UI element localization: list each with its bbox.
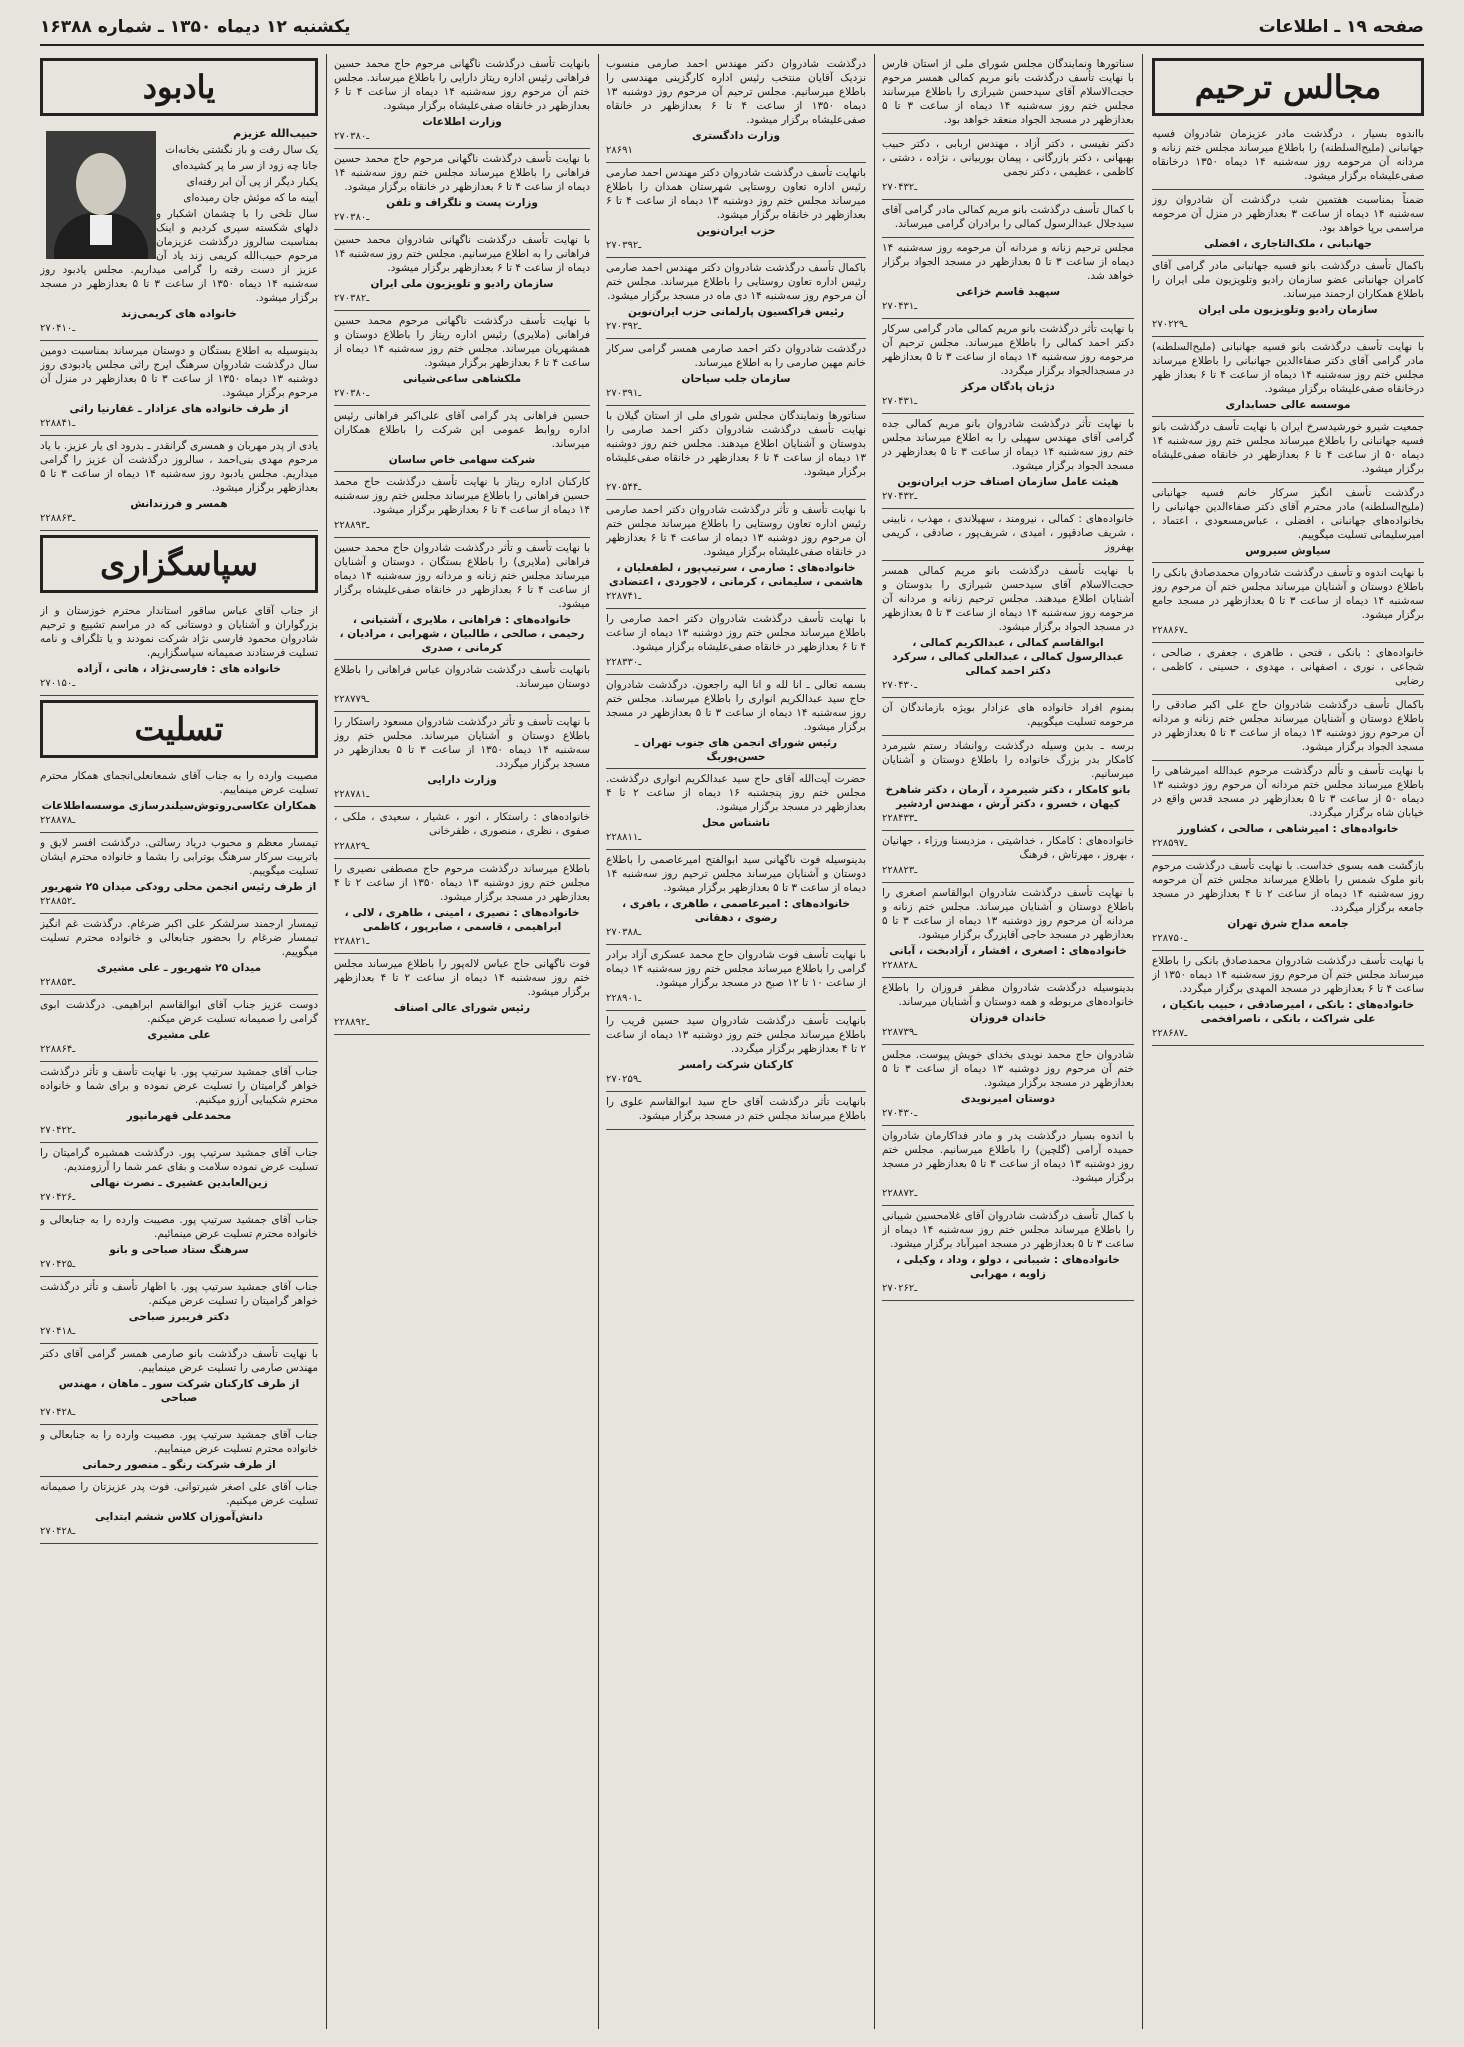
notice-text: درگذشت تأسف انگیز سرکار خانم فسیه جهانبانی (ملیح‌السلطنه) مادر محترم آقای دکتر صفاءالدین جهانبانی را بخانواده‌های جهانبانی ، افضلی ، عباس‌مسعودی ، اعتماد ، امیرسلیمانی تسلیت میگوییم. [1152,487,1424,541]
notice-text: جناب آقای جمشید سرتیپ پور. مصیبت وارده را به جنابعالی و خانواده محترم تسلیت عرض مینماییم. [40,1429,318,1455]
notice-text: شادروان حاج محمد نویدی بخدای خویش پیوست. مجلس ختم آن مرحوم روز دوشنبه ۱۳ دیماه از ساعت ۳ تا ۵ بعدازظهر در مسجد برگزار میشود. [882,1049,1134,1089]
notice-item [1152,483,1424,563]
notice-signature: از طرف کارکنان شرکت سور ـ ماهان ، مهندس صباحی [58,1378,300,1404]
notice-text: با نهایت اندوه و تأسف درگذشت شادروان محمدصادق بانکی را باطلاع دوستان و آشنایان میرساند مجلس ختم آن مرحوم روز سه‌شنبه ۱۴ دیماه از ساعت ۳ تا ۵ بعدازظهر در مسجد جامع برگزار میشود. [1152,567,1424,621]
notice-signature: سازمان رادیو و تلویزیون ملی ایران [370,278,554,290]
notice-text: با نهایت تأسف درگذشت بانو فسیه جهانبانی (ملیح‌السلطنه) مادر گرامی آقای دکتر صفاءالدین جهانبانی را باطلاع میرساند مجلس ختم روز سه‌شنبه ۱۴ دیماه از ساعت ۴ تا ۶ بعداز ظهر درخانقاه صفی‌علیشاه برگزار میشود. [1152,341,1424,395]
notice-text: باطلاع میرساند درگذشت مرحوم حاج مصطفی نصیری را مجلس ختم روز دوشنبه ۱۳ دیماه ۱۳۵۰ از ساعت ۲ تا ۴ بعدازظهر در مسجد برگزار میشود. [334,863,590,903]
ad-code: ۲ـ۷۰۳۸۸ [606,927,642,938]
notice-item [882,200,1134,238]
notice-signature: ناشناس محل [701,817,771,829]
notice-item [882,831,1134,883]
notice-text: دکتر نفیسی ، دکتر آزاد ، مهندس اربابی ، دکتر حبیب بهبهانی ، دکتر بازرگانی ، پیمان بوربیانی ، نژاده ، دشتی ، کاظمی ، عظیمی ، دکتر نجمی [882,138,1134,178]
notice-signature: دوستان امیرنویدی [960,1093,1056,1105]
notice-signature: موسسه عالی حسابداری [1225,399,1351,411]
notice-item [1152,256,1424,337]
ad-code: ۲ـ۲۸۸۶۴ [40,1044,76,1055]
notice-text: جناب آقای جمشید سرتیپ پور. درگذشت همشیره گرامیتان را تسلیت عرض نموده سلامت و بقای عمر شما را آرزومندیم. [40,1147,318,1173]
yadbud-name: حبیب‌الله عزیزم [233,127,318,140]
notice-text: با نهایت تأسف و تأثر درگذشت شادروان مسعود راستکار را باطلاع دوستان و آشنایان میرساند. مجلس ختم روز سه‌شنبه ۱۴ دیماه ۱۳۵۰ از ساعت ۳ تا ۵ بعدازظهر در مسجد برگزار میگردد. [334,716,590,770]
notice-text: از جناب آقای عباس ساقور استاندار محترم خوزستان و از بزرگواران و آشنایان و دوستانی که در مراسم تشییع و ترحیم شادروان محمود فارسی نژاد شرکت نمودند و یا تلگراف و نامه تسلیت فرستادند صمیمانه سپاسگزاریم. [40,605,318,659]
notice-text: با نهایت تأسف درگذشت ناگهانی مرحوم محمد حسین فراهانی (ملایری) رئیس اداره ریتاز را باطلاع دوستان و همشهریان میرساند. مجلس ختم روز سه‌شنبه ۱۴ دیماه از ساعت ۴ تا ۶ بعدازظهر برگزار میشود. [334,315,590,369]
notice-item [606,1011,866,1092]
notice-item [40,833,318,914]
notice-text: مجلس ترحیم زنانه و مردانه آن مرحومه روز سه‌شنبه ۱۴ دیماه از ساعت ۳ تا ۵ بعدازظهر در مسجد الجواد برگزار خواهد شد. [882,242,1134,282]
ad-code: ۲ـ۲۸۷۸۱ [334,789,370,800]
column-5 [40,54,318,2029]
notice-text: بدینوسیله درگذشت شادروان مظفر فروزان را باطلاع خانواده‌های مربوطه و همه دوستان و آشنایان میرساند. [882,982,1134,1008]
notice-text: با نهایت تأسف درگذشت شادروان ابوالقاسم اصغری را باطلاع دوستان و آشنایان میرساند. مجلس ختم زنانه و مردانه آن مرحوم روز دوشنبه ۱۳ دیماه از ساعت ۳ تا ۵ بعدازظهر در مسجد حاجی آقاپزرگ برگزار میشود. [882,887,1134,941]
notice-text: با نهایت تأثر درگذشت شادروان بانو مریم کمالی جده گرامی آقای مهندس سهیلی را به اطلاع میرساند مجلس ختم روز سه‌شنبه ۱۴ دیماه از ساعت ۳ تا ۵ بعدازظهر در مسجد الجواد برگزار میشود. [882,418,1134,472]
notice-text: برسه ـ بدین وسیله درگذشت روانشاد رستم شیرمرد کامکار بدر بزرگ خانواده را باطلاع دوستان و آشنایان میرسانیم. [882,740,1134,780]
notice-item [334,859,590,954]
notice-signature: خانواده‌های : امیرشاهی ، صالحی ، کشاورز [1177,823,1399,835]
notice-item [40,914,318,995]
section-heading-majales: مجالس ترحیم [1152,58,1424,116]
ad-code: ۲ـ۷۰۲۶۲ [882,1283,918,1294]
notice-item [40,1344,318,1425]
notice-item [334,660,590,712]
section-heading-yadbud: یادبود [40,58,318,116]
notice-text: با کمال تأسف درگذشت بانو مریم کمالی مادر گرامی آقای سیدجلال عبدالرسول کمالی را برادران گرامی میرساند. [882,204,1134,230]
ad-code: ۲ـ۷۰۴۲۸ [40,1526,76,1537]
yadbud-text: سال تلخی را با چشمان اشکبار و دلهای شکسته سپری کردیم و اینک بمناسبت سالروز درگذشت عزیزمان مرحوم حبیب‌الله کریمی زند یاد آن عزیز از دست رفته را گرامی میداریم. مجلس یادبود روز سه‌شنبه ۱۴ دیماه ۱۳۵۰ از ساعت ۳ تا ۵ بعدازظهر در مسجد برگزار میشود. [40,208,318,304]
notice-text: بانهایت تأسف درگذشت شادروان سید حسین قریب را باطلاع میرساند مجلس ختم روز دوشنبه ۱۳ دیماه از ساعت ۲ تا ۴ بعدازظهر برگزار میگردد. [606,1015,866,1055]
notice-item [606,850,866,945]
notice-text: بدینوسیله فوت ناگهانی سید ابوالفتح امیرعاصمی را باطلاع دوستان و آشنایان میرساند مجلس ترحیم روز سه‌شنبه ۱۴ دیماه از ساعت ۳ تا ۵ بعدازظهر برگزار میشود. [606,854,866,894]
notice-item [882,509,1134,561]
ad-code: ۲ـ۷۰۴۲۶ [40,1192,76,1203]
notice-item [606,258,866,339]
notice-item [1152,190,1424,256]
notice-item [40,1143,318,1210]
notice-text: حضرت آیت‌الله آقای حاج سید عبدالکریم انواری درگذشت. مجلس ختم روز پنجشنبه ۱۶ دیماه از ساعت ۲ تا ۴ بعدازظهر در مسجد برگزار میشود. [606,773,866,813]
notice-item [606,54,866,163]
ad-code: ۲ـ۷۰۴۱۰ [40,323,76,334]
notice-item [882,134,1134,200]
notice-item [1152,951,1424,1046]
notice-item [882,698,1134,736]
notice-text: با نهایت تأسف درگذشت ناگهانی مرحوم حاج محمد حسین فراهانی را باطلاع میرساند مجلس ختم روز سه‌شنبه ۱۴ دیماه از ساعت ۴ تا ۶ بعدازظهر در خانقاه برگزار میشود. [334,153,590,193]
notice-item [882,1126,1134,1206]
notice-text: بانهایت تأسف درگذشت ناگهانی مرحوم حاج محمد حسین فراهانی رئیس اداره ریتاز دارایی را باطلاع میرساند. مجلس ختم آن مرحوم روز سه‌شنبه ۱۴ دیماه از ساعت ۴ تا ۶ بعدازظهر در خانقاه صفی‌علیشاه برگزار میشود. [334,58,590,112]
notice-item [882,1206,1134,1301]
notice-text: جناب آقای علی اصغر شیرتوانی. فوت پدر عزیزتان را صمیمانه تسلیت عرض میکنیم. [40,1481,318,1507]
notice-item [334,311,590,406]
notice-text: تیمسار ارجمند سرلشکر علی اکبر ضرغام. درگذشت غم انگیز تیمسار ضرغام را بحضور جنابعالی و خانواده محترم تسلیت میگوییم. [40,918,318,958]
ad-code: ۲ـ۲۸۸۷۲ [882,1188,918,1199]
ad-code: ۲ـ۲۸۹۰۱ [606,993,642,1004]
ad-code: ۲ـ۷۰۳۹۲ [606,240,642,251]
notice-text: حسین فراهانی پدر گرامی آقای علی‌اکبر فراهانی رئیس اداره روابط عمومی این شرکت را باطلاع همکاران میرساند. [334,410,590,450]
ad-code: ۲ـ۲۸۸۲۳ [882,865,918,876]
notice-item [334,406,590,472]
ad-code: ۲ـ۷۰۳۸۲ [334,293,370,304]
notice-text: با نهایت تأسف درگذشت بانو صارمی همسر گرامی آقای دکتر مهندس صارمی را تسلیت عرض مینماییم. [40,1348,318,1374]
notice-text: خانواده‌های : بانکی ، فتحی ، طاهری ، جعفری ، صالحی ، شجاعی ، نوری ، اصفهانی ، مهدوی ، حسینی ، کاظمی ، رضایی [1152,647,1424,687]
notice-text: درگذشت شادروان دکتر احمد صارمی همسر گرامی سرکار خانم مهین صارمی را به اطلاع میرساند. [606,343,866,369]
notice-text: با نهایت تأسف درگذشت بانو مریم کمالی همسر حجت‌الاسلام آقای سیدحسن شیرازی را بدوستان و آشنایان اطلاع میدهند. مجلس ترحیم زنانه و مردانه آن مرحومه روز سه‌شنبه ۱۴ دیماه از ساعت ۳ تا ۵ بعدازظهر در مسجد الجواد برگزار میشود. [882,565,1134,633]
notice-text: باکمال تأسف درگذشت شادروان دکتر مهندس احمد صارمی رئیس اداره تعاون روستایی را باطلاع میرساند. مجلس ختم آن مرحوم روز سه‌شنبه ۱۴ دی ماه در مسجد برگزار میشود. [606,262,866,302]
ad-code: ۲ـ۷۰۴۳۱ [882,396,918,407]
notice-item [334,149,590,230]
notice-item [40,995,318,1062]
notice-item [1152,563,1424,643]
notice-text: بسمه تعالی ـ انا لله و انا الیه راجعون. درگذشت شادروان حاج سید عبدالکریم انواری را باطلاع میرساند. مجلس ختم روز سه‌شنبه ۱۴ دیماه از ساعت ۳ تا ۵ بعدازظهر در مسجد برگزار میشود. [606,679,866,733]
notice-text: مصیبت وارده را به جناب آقای شمعانعلی‌انجمای همکار محترم تسلیت عرض مینماییم. [40,770,318,796]
column-3 [606,54,866,2029]
notice-signature: ملکشاهی ساعی‌شیانی [402,373,522,385]
notice-text: با نهایت تأسف درگذشت شادروان محمدصادق بانکی را باطلاع میرساند مجلس ختم آن مرحوم روز سه‌شنبه ۱۴ دیماه ۱۳۵۰ از ساعت ۴ تا ۶ بعدازظهر در مسجد المهدی برگزار میگردد. [1152,955,1424,995]
notice-item [882,414,1134,509]
notice-text: جناب آقای جمشید سرتیپ پور. با نهایت تأسف و تأثر درگذشت خواهر گرامیتان را تسلیت عرض نموده و برای شما و خانواده محترم شکیبایی آرزو میکنیم. [40,1066,318,1106]
yadbud-signature: خانواده های کریمی‌زند [121,308,237,320]
ad-code: ۲ـ۷۰۴۳۱ [882,301,918,312]
ad-code: ۲ـ۷۰۲۲۹ [1152,319,1188,330]
notice-item [1152,856,1424,951]
notice-text: بانهایت تأسف درگذشت شادروان دکتر مهندس احمد صارمی رئیس اداره تعاون روستایی شهرستان همدان را باطلاع میرساند مجلس ختم روز دوشنبه ۱۳ دیماه از ساعت ۴ تا ۶ بعدازظهر در خانقاه برگزار میشود. [606,167,866,221]
notice-text: با کمال تأسف درگذشت شادروان آقای غلامحسین شیبانی را باطلاع میرساند مجلس ختم روز سه‌شنبه ۱۴ دیماه از ساعت ۳ تا ۵ بعدازظهر در مسجد امیرآباد برگزار میشود. [882,1210,1134,1250]
ad-code: ۲ـ۲۸۸۶۳ [40,513,76,524]
ad-code: ۲ـ۷۰۳۸۰ [334,212,370,223]
notice-item [40,1477,318,1544]
notice-item [606,609,866,675]
notice-signature: همسر و فرزندانش [130,498,228,510]
notice-signature: از طرف خانواده های عزادار ـ غفارنیا راثی [69,403,289,415]
ad-code: ۲ـ۷۰۴۲۲ [40,1125,76,1136]
notice-signature: زین‌العابدین عشیری ـ نصرت نهالی [90,1177,268,1189]
ad-code: ۲ـ۲۸۸۲۱ [334,936,370,947]
ad-code: ۲ـ۲۸۳۳۰ [606,657,642,668]
poem-line: جانا چه زود از سر ما پر کشیده‌ای [172,160,318,172]
notice-text: فوت ناگهانی حاج عباس لاله‌پور را باطلاع میرساند مجلس ختم روز سه‌شنبه ۱۴ دیماه از ساعت ۲ تا ۴ بعدازظهر برگزار میشود. [334,958,590,998]
ad-code: ۲ـ۲۸۸۲۸ [882,960,918,971]
notice-item [606,769,866,850]
notice-signature: رئیس شورای انجمن های جنوب تهران ـ حسن‌پوربگ [634,737,838,763]
ad-code: ۲ـ۲۸۷۷۹ [334,694,370,705]
notice-text: با اندوه بسیار درگذشت پدر و مادر فداکارمان شادروان حمیده آرامی (گلچین) را باطلاع میرسانیم. مجلس ختم روز دوشنبه ۱۳ دیماه از ساعت ۳ تا ۵ بعدازظهر در مسجد برگزار میشود. [882,1130,1134,1184]
notice-signature: ابوالقاسم کمالی ، عبدالکریم کمالی ، عبدالرسول کمالی ، عبدالعلی کمالی ، سرکرد دکتر احمد کمالی [892,637,1124,677]
notice-signature: شرکت سهامی خاص ساسان [388,454,536,466]
section-heading-tasliyat: تسلیت [40,700,318,758]
notice-item [40,601,318,696]
ad-code: ۲ـ۲۸۸۶۷ [1152,625,1188,636]
section-heading-sepas: سپاسگزاری [40,535,318,593]
notice-item [334,807,590,859]
notice-signature: سپهبد قاسم خزاعی [955,286,1061,298]
notice-item [40,341,318,436]
notice-signature: رئیس فراکسیون پارلمانی حزب ایران‌نوین [628,306,844,318]
ad-code: ۲ـ۲۸۸۵۲ [40,896,76,907]
notice-text: با نهایت تأسف و تألم درگذشت مرحوم عبدالله امیرشاهی را باطلاع میرساند مجلس ختم مردانه آن مرحوم روز دوشنبه ۱۳ دیماه ۵۰ از ساعت ۳ تا ۵ بعدازظهر در مسجد قدس واقع در خیابان شاه برگزار میگردد. [1152,765,1424,819]
notice-text: خانواده‌های : کامکار ، خداشیتی ، مزدیسنا ورزاء ، جهانیان ، بهروز ، مهرتاش ، فرهنگ [882,835,1134,861]
notice-text: باکمال تأسف درگذشت بانو فسیه جهانبانی مادر گرامی آقای کامران جهانبانی عضو سازمان رادیو وتلویزیون ملی ایران را باطلاع همکاران ارجمند میرساند. [1152,260,1424,300]
notice-text: جمعیت شیرو خورشیدسرخ ایران با نهایت تأسف درگذشت بانو فسیه جهانبانی را باطلاع میرساند مجلس ختم روز سه‌شنبه ۱۴ دیماه ۵۰ از ساعت ۴ تا ۶ بعدازظهر در خانقاه صفی‌علیشاه برگزار میشود. [1152,421,1424,475]
notice-text: جناب آقای جمشید سرتیپ پور. با اظهار تأسف و تأثر درگذشت خواهر گرامیتان را تسلیت عرض میکنم. [40,1281,318,1307]
notice-text: سناتورها ونمایندگان مجلس شورای ملی از استان فارس با نهایت تأسف درگذشت بانو مریم کمالی همسر مرحوم حجت‌الاسلام آقای سیدحسن شیرازی را باطلاع میرسانند مجلس ختم روز سه‌شنبه ۱۴ دیماه از ساعت ۳ تا ۵ بعدازظهر در مسجد الجواد منعقد خواهد بود. [882,58,1134,126]
notice-text: با نهایت تأسف و تأثر درگذشت شادروان حاج محمد حسین فراهانی (ملایری) را باطلاع بستگان ، دوستان و آشنایان میرساند مجلس ختم زنانه و مردانه روز سه‌شنبه ۱۴ دیماه از ساعت ۴ تا ۶ بعدازظهر در خانقاه صفی‌علیشاه برگزار میشود. [334,542,590,610]
notice-signature: کارکنان شرکت رامسر [678,1059,794,1071]
poem-line: یک سال رفت و باز نگشتی بخانه‌ات [165,144,318,156]
column-divider [874,54,875,2029]
notice-signature: خانواده‌های : اصغری ، افشار ، آزادبخت ، آبانی [889,945,1127,957]
ad-code: ۲ـ۲۸۸۲۹ [334,841,370,852]
notice-text: با نهایت تأثر درگذشت بانو مریم کمالی مادر گرامی سرکار دکتر احمد کمالی را باطلاع میرساند. مجلس ترحیم آن مرحومه روز سه‌شنبه ۱۴ دیماه از ساعت ۳ تا ۵ بعدازظهر در مسجدالجواد برگزار میگردد. [882,323,1134,377]
notice-signature: سیاوش سیروس [1245,545,1331,557]
notice-text: بازگشت همه بسوی خداست. با نهایت تأسف درگذشت مرحوم بانو ملوک شمس را باطلاع میرساند مجلس ختم آن مرحومه روز سه‌شنبه ۱۴ دیماه از ساعت ۲ تا ۴ بعدازظهر در مسجد جامعه برگزار میگردد. [1152,860,1424,914]
notice-signature: هیئت عامل سازمان اصناف حزب ایران‌نوین [897,476,1119,488]
notice-item [606,163,866,258]
notice-signature: سرهنگ ستاد صباحی و بانو [109,1244,249,1256]
notice-signature: وزارت پست و تلگراف و تلفن [386,197,538,209]
ad-code: ۲ـ۷۰۳۹۲ [606,321,642,332]
column-4 [334,54,590,2029]
notice-text: با نهایت تأسف درگذشت شادروان دکتر احمد صارمی را باطلاع میرساند مجلس ختم روز دوشنبه ۱۳ دیماه از ساعت ۴ تا ۶ بعدازظهر در خانقاه صفی‌علیشاه برگزار میشود. [606,613,866,653]
notice-item [40,436,318,531]
notice-text: تیمسار معظم و محبوب دریاد رسالتی. درگذشت افسر لایق و باتربیت سرکار سرهنگ بوترابی را بشما و خانواده محترم ایشان تسلیت میگوییم. [40,837,318,877]
notice-text: بانهایت تأسف درگذشت شادروان عباس فراهانی را باطلاع دوستان میرساند. [334,664,590,690]
poem-line: آیینه ما که موئش جان رمیده‌ای [183,192,318,204]
column-divider [326,54,327,2029]
notice-item [40,1062,318,1143]
notice-text: سناتورها ونمایندگان مجلس شورای ملی از استان گیلان با نهایت تأسف درگذشت شادروان دکتر احمد صارمی را بدوستان و آشنایان اطلاع میدهند. مجلس ختم روز دوشنبه ۱۳ دیماه از ساعت ۴ تا ۶ بعدازظهر در خانقاه صفی‌علیشاه برگزار میشود. [606,410,866,478]
notice-signature: علی مشیری [147,1029,211,1041]
notice-item [606,406,866,500]
notice-item [334,712,590,807]
notice-item [882,54,1134,134]
notice-signature: از طرف رئیس انجمن محلی رودکی میدان ۲۵ شهریور [41,881,317,893]
portrait-photo [46,131,156,259]
header-page-title: صفحه ۱۹ ـ اطلاعات [1258,17,1424,37]
notice-signature: وزارت دارایی [427,774,497,786]
notice-item [882,736,1134,831]
notice-signature: جهانبانی ، ملک‌التاجاری ، افضلی [1204,238,1372,250]
notice-signature: میدان ۲۵ شهریور ـ علی مشیری [96,962,262,974]
notice-item [334,538,590,660]
ad-code: ۲ـ۷۰۲۵۹ [606,1074,642,1085]
notice-text: باکمال تأسف درگذشت شادروان حاج علی اکبر صادقی را باطلاع دوستان و آشنایان میرساند مجلس ختم زنانه و مردانه آن مرحوم روز دوشنبه ۱۳ دیماه از ساعت ۳ تا ۵ بعدازظهر در مسجد الجواد برگزار میشود. [1152,699,1424,753]
notice-item [606,500,866,609]
notice-signature: دژبان پادگان مرکز [961,381,1055,393]
ad-code: ۲ـ۷۰۴۲۸ [40,1407,76,1418]
notice-item [1152,124,1424,190]
notice-text: با نهایت تأسف فوت شادروان حاج محمد عسکری آزاد برادر گرامی را باطلاع میرساند مجلس ختم روز سه‌شنبه ۱۴ دیماه از ساعت ۱۰ تا ۱۲ صبح در مسجد برگزار میشود. [606,949,866,989]
notice-item [882,319,1134,414]
notice-signature: خانواده‌های : امیرعاصمی ، طاهری ، بافری ، رضوی ، دهقانی [622,898,850,924]
notice-signature: سازمان رادیو وتلویزیون ملی ایران [1198,304,1378,316]
ad-code: ۲ـ۲۸۶۸۷ [1152,1028,1188,1039]
notice-item [1152,695,1424,761]
notice-text: دوست عزیز جناب آقای ابوالقاسم ابراهیمی. درگذشت ابوی گرامی را صمیمانه تسلیت عرض میکنم. [40,999,318,1025]
notice-signature: همکاران عکاسی‌روتوش‌سیلندرسازی موسسه‌اطلاعات [41,800,317,812]
ad-code: ۲ـ۲۸۸۵۳ [40,977,76,988]
notice-text: یادی از پدر مهربان و همسری گرانقدر ـ بدرود ای یار عزیز. با یاد مرحوم مهدی بنی‌احمد ، سالروز درگذشت آن عزیز را گرامی میداریم. مجلس یادبود روز سه‌شنبه ۱۴ دیماه از ساعت ۳ تا ۵ بعدازظهر برگزار میشود. [40,440,318,494]
notice-text: بااندوه بسیار ، درگذشت مادر عزیزمان شادروان فسیه جهانبانی (ملیح‌السلطنه) را باطلاع میرساند مجلس ختم زنانه و مردانه آن مرحومه روز سه‌شنبه ۱۴ دیماه ۱۳۵۰ درخانقاه صفی‌علیشاه برگزار میشود. [1152,128,1424,182]
ad-code: ۲ـ۲۸۷۳۹ [882,1027,918,1038]
column-majales-tarhim [1152,54,1424,2029]
notice-item [606,339,866,406]
notice-item [1152,643,1424,695]
notice-signature: خانواده‌های : فراهانی ، ملایری ، آشتیانی ، رحیمی ، صالحی ، طالبیان ، شهرابی ، مرادیان ، کرمانی ، صدری [339,614,585,654]
ad-code: ۲ـ۷۰۴۲۵ [40,1259,76,1270]
notice-signature: دانش‌آموزان کلاس ششم ابتدایی [95,1511,263,1523]
ad-code: ۲ـ۷۰۴۳۰ [882,680,918,691]
ad-code: ۲ـ۲۸۸۹۲ [334,1017,370,1028]
header-issue-date: یکشنبه ۱۲ دیماه ۱۳۵۰ ـ شماره ۱۶۳۸۸ [40,17,351,37]
column-2 [882,54,1134,2029]
notice-signature: خانواده‌های : نصیری ، امینی ، طاهری ، لالی ، ابراهیمی ، قاسمی ، صابرپور ، کاظمی [344,907,580,933]
ad-code: ۲ـ۷۰۵۴۴ [606,482,642,493]
notice-signature: محمدعلی قهرمانپور [126,1110,232,1122]
ad-code: ۲ـ۷۰۴۳۲ [882,491,918,502]
notice-item [1152,337,1424,417]
ad-code: ۲ـ۲۸۵۹۷ [1152,838,1188,849]
notice-text: کارکنان اداره ریتاز با نهایت تأسف درگذشت حاج محمد حسین فراهانی را باطلاع میرساند مجلس ختم روز سه‌شنبه ۱۴ دیماه از ساعت ۴ تا ۶ بعدازظهر برگزار میشود. [334,476,590,516]
notice-item [882,883,1134,978]
ad-code: ۲ـ۲۸۷۵۰ [1152,933,1188,944]
notice-signature: بانو کامکار ، دکتر شیرمرد ، آرمان ، دکتر شاهرخ کیهان ، خسرو ، دکتر آرش ، مهندس اردشیر [885,784,1131,810]
notice-item [1152,761,1424,856]
notice-item [334,230,590,311]
notice-text: خانواده‌های : راستکار ، انور ، عشیار ، سعیدی ، ملکی ، صفوی ، نظری ، منصوری ، ظفرخانی [334,811,590,837]
column-divider [1142,54,1143,2029]
notice-signature: حزب ایران‌نوین [696,225,776,237]
notice-signature: وزارت دادگستری [691,130,781,142]
notice-item [40,1210,318,1277]
yadbud-notice [40,124,318,341]
notice-item [334,954,590,1035]
notice-item [40,766,318,833]
notice-signature: سازمان جلب سیاحان [681,373,791,385]
ad-code: ۲۸۶۹۱ [606,145,633,156]
ad-code: ۲ـ۲۸۴۳۳ [882,813,918,824]
notice-signature: خانواده‌های : بانکی ، امیرصادقی ، حبیب بانکیان ، علی شراکت ، بانکی ، ناصرافخمی [1161,999,1415,1025]
notice-signature: جامعه مداح شرق تهران [1227,918,1349,930]
ad-code: ۲ـ۲۸۷۴۱ [606,591,642,602]
notice-item [882,238,1134,319]
notice-signature: خاندان فروزان [969,1012,1047,1024]
notice-signature: از طرف شرکت رنگو ـ منصور رحمانی [82,1459,276,1471]
ad-code: ۲ـ۷۰۴۳۲ [882,182,918,193]
ad-code: ۲ـ۷۰۱۵۰ [40,678,76,689]
notice-signature: رئیس شورای عالی اصناف [393,1002,531,1014]
notice-item [606,675,866,769]
poem-line: یکبار دیگر از پی آن ابر رفته‌ای [186,176,318,188]
ad-code: ۲ـ۲۸۸۷۸ [40,815,76,826]
notice-signature: دکتر فریبرز صباحی [128,1311,230,1323]
ad-code: ۲ـ۷۰۳۸۰ [334,388,370,399]
notice-item [334,472,590,538]
notice-item [882,561,1134,698]
notice-signature: خانواده‌های : شیبانی ، دولو ، وداد ، وکیلی ، زاویه ، مهرابی [896,1254,1120,1280]
ad-code: ۲ـ۷۰۴۱۸ [40,1326,76,1337]
notice-signature: وزارت اطلاعات [422,116,502,128]
notice-item [606,1092,866,1130]
notice-signature: خانواده های : فارسی‌نژاد ، هانی ، آزاده [77,663,281,675]
notice-item [40,1425,318,1477]
notice-text: با نهایت تأسف و تأثر درگذشت شادروان دکتر احمد صارمی رئیس اداره تعاون روستایی را باطلاع میرساند مجلس ختم آن مرحوم روز دوشنبه ۱۳ دیماه از ساعت ۴ تا ۶ بعدازظهر در خانقاه صفی‌علیشاه برگزار میشود. [606,504,866,558]
notice-item [40,1277,318,1344]
notice-item [882,978,1134,1045]
notice-item [334,54,590,149]
ad-code: ۲ـ۷۰۴۳۰ [882,1108,918,1119]
notice-signature: خانواده‌های : صارمی ، سرتیپ‌پور ، لطفعلیان ، هاشمی ، سلیمانی ، کرمانی ، لاجوردی ، اعتضادی [609,562,863,588]
notice-item [606,945,866,1011]
notice-text: بمنوم افراد خانواده های عزادار بویژه بازماندگان آن مرحومه تسلیت میگوییم. [882,702,1134,728]
page-header [40,10,1424,46]
notice-text: بانهایت تأثر درگذشت آقای حاج سید ابوالقاسم علوی را باطلاع میرساند مجلس ختم در مسجد برگزار میشود. [606,1096,866,1122]
notice-text: جناب آقای جمشید سرتیپ پور. مصیبت وارده را به جنابعالی و خانواده محترم تسلیت عرض مینمائیم. [40,1214,318,1240]
ad-code: ۲ـ۲۸۸۹۳ [334,520,370,531]
notice-item [1152,417,1424,483]
notice-text: با نهایت تأسف درگذشت ناگهانی شادروان محمد حسین فراهانی را به اطلاع میرسانیم. مجلس ختم روز سه‌شنبه ۱۴ دیماه از ساعت ۴ تا ۶ بعدازظهر برگزار میشود. [334,234,590,274]
ad-code: ۲ـ۷۰۳۸۰ [334,131,370,142]
notice-text: درگذشت شادروان دکتر مهندس احمد صارمی منسوب نزدیک آقایان منتخب رئیس اداره کارگزینی مهندسی را باطلاع میرسانیم. مجلس ترحیم آن مرحوم روز دوشنبه ۱۳ دیماه ۱۳۵۰ از ساعت ۴ تا ۶ بعدازظهر در خانقاه صفی‌علیشاه برگزار میشود. [606,58,866,126]
notice-text: خانواده‌های : کمالی ، نیرومند ، سهیلاندی ، مهذب ، نایینی ، شریف صادقپور ، امیدی ، شریف‌پور ، صادقی ، کریمی بهفروز [882,513,1134,553]
ad-code: ۲ـ۷۰۳۹۱ [606,388,642,399]
notice-text: ضمناً بمناسبت هفتمین شب درگذشت آن شادروان روز سه‌شنبه ۱۴ دیماه از ساعت ۳ بعدازظهر در منزل آن مرحومه مراسمی برپا خواهد بود. [1152,194,1424,234]
notice-item [882,1045,1134,1126]
column-divider [598,54,599,2029]
ad-code: ۲ـ۲۸۸۴۱ [40,418,76,429]
notice-text: بدینوسیله به اطلاع بستگان و دوستان میرساند بمناسبت دومین سال درگذشت شادروان سرهنگ ایرج راثی مجلس یادبودی روز دوشنبه ۱۳ دیماه ۱۳۵۰ از ساعت ۳ تا ۵ بعدازظهر در منزل آن مرحوم برگزار میشود. [40,345,318,399]
ad-code: ۲ـ۲۸۸۱۱ [606,832,642,843]
